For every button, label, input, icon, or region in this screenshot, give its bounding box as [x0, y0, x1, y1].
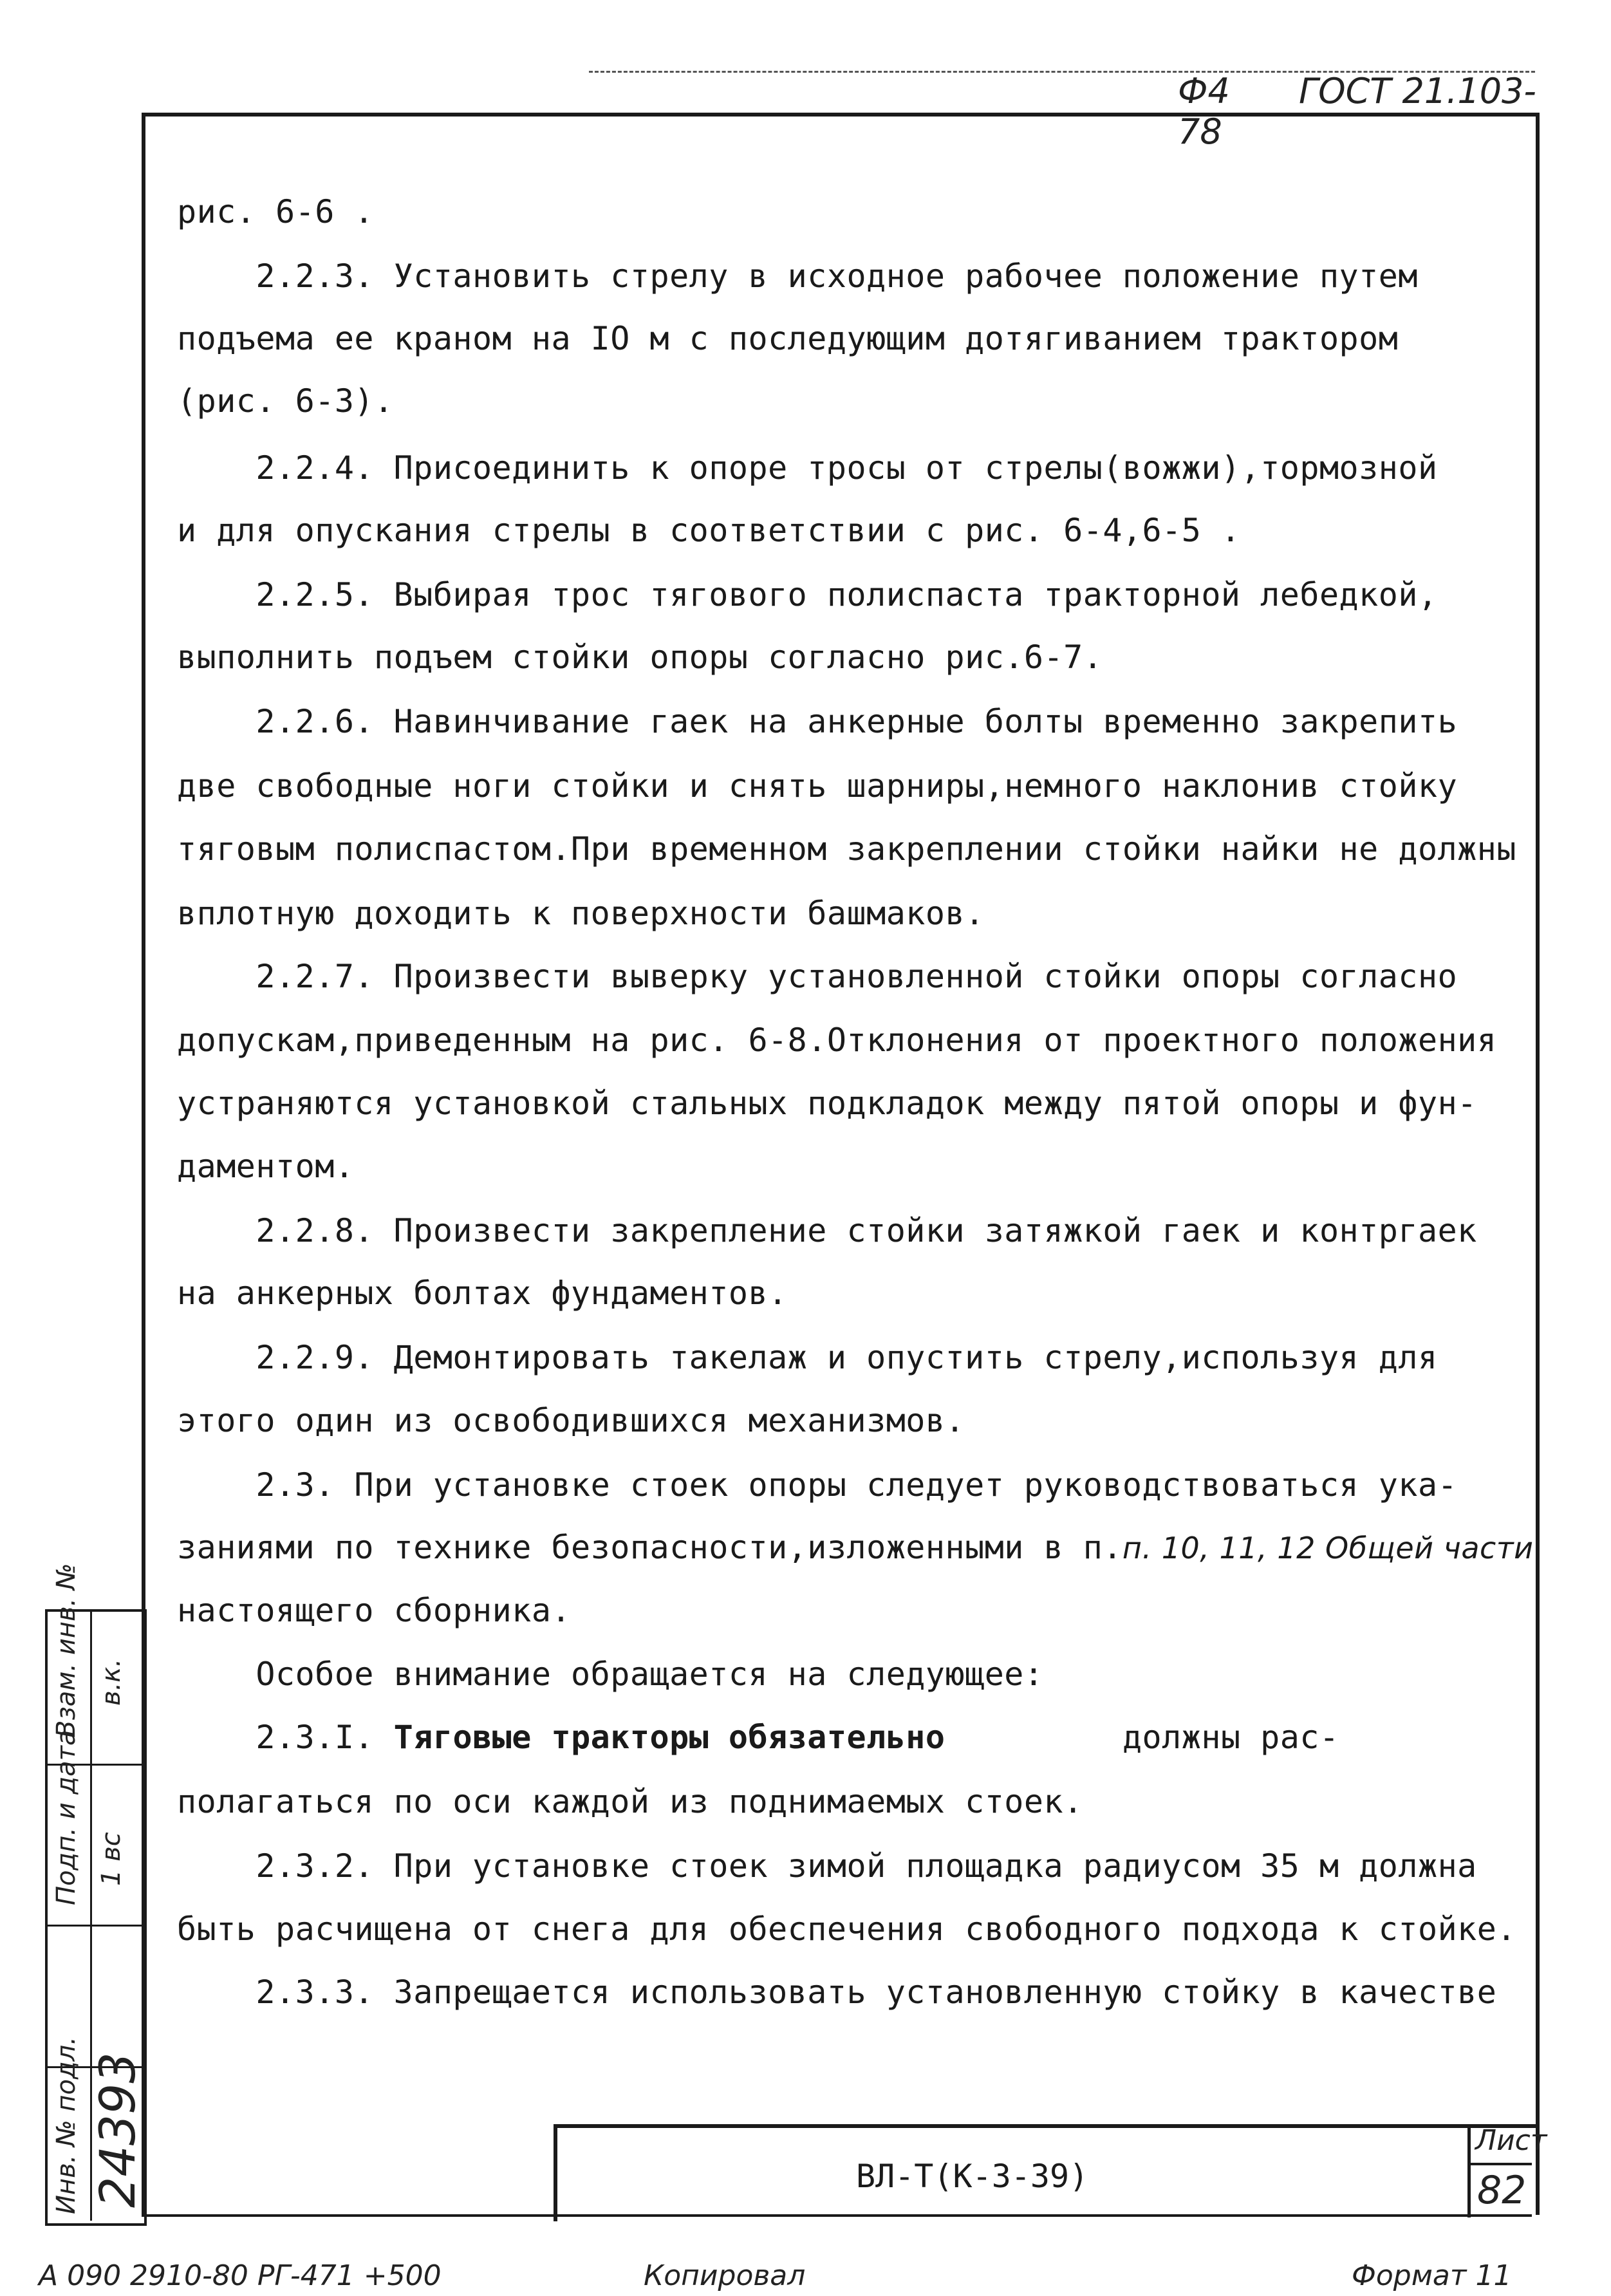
handwritten-reference: п. 10, 11, 12 Общей части — [1122, 1531, 1534, 1565]
footer-code: А 090 2910-80 РГ-471 +500 — [39, 2259, 442, 2292]
body-line-with-reference — [177, 1529, 1534, 1566]
footer-format: Формат 11 — [1352, 2259, 1512, 2292]
body-line: настоящего сборника. — [177, 1592, 572, 1629]
sheet-label: Лист — [1475, 2124, 1547, 2157]
body-line: допускам,приведенным на рис. 6-8.Отклонения от проектного положения — [177, 1022, 1497, 1059]
body-line-text: заниями по технике безопасности,изложенными в п. — [177, 1529, 1122, 1566]
body-line: и для опускания стрелы в соответствии с рис. 6-4,6-5 . — [177, 512, 1241, 549]
stamp-inv-label: Инв. № подл. — [51, 2037, 81, 2214]
body-line-tail: должны рас- — [1122, 1719, 1339, 1756]
body-line: выполнить подъем стойки опоры согласно рис.6-7. — [177, 639, 1103, 676]
sheet-number: 82 — [1477, 2168, 1527, 2213]
body-line: 2.3. При установке стоек опоры следует руководствоваться ука- — [177, 1466, 1458, 1504]
body-line: рис. 6-6 . — [177, 193, 375, 230]
body-line: на анкерных болтах фундаментов. — [177, 1274, 788, 1312]
body-line: 2.3.3. Запрещается использовать установленную стойку в качестве — [177, 1974, 1497, 2011]
body-line: 2.2.3. Установить стрелу в исходное рабочее положение путем — [177, 257, 1418, 295]
body-line: 2.2.4. Присоединить к опоре тросы от стрелы(вожжи),тормозной — [177, 449, 1438, 487]
body-line: 2.2.6. Навинчивание гаек на анкерные болты временно закрепить — [177, 703, 1458, 740]
body-line: этого один из освободившихся механизмов. — [177, 1402, 965, 1439]
body-line-tractors — [177, 1719, 1339, 1756]
document-code: ВЛ-Т(К-3-39) — [856, 2158, 1089, 2195]
body-line: две свободные ноги стойки и снять шарниры,немного наклонив стойку — [177, 767, 1458, 805]
bold-phrase: Тяговые тракторы обязательно — [393, 1719, 945, 1756]
footer-copied: Копировал — [644, 2259, 806, 2292]
body-line: полагаться по оси каждой из поднимаемых стоек. — [177, 1783, 1083, 1820]
body-line-text: 2.3.I. — [177, 1719, 394, 1756]
body-line: тяговым полиспастом.При временном закреплении стойки найки не должны — [177, 830, 1516, 868]
stamp-replace-label: Взам. инв. № — [51, 1563, 81, 1738]
stamp-sign-value: 1 вс — [97, 1832, 126, 1886]
body-line: 2.2.7. Произвести выверку установленной стойки опоры согласно — [177, 958, 1458, 995]
body-line: 2.2.5. Выбирая трос тягового полиспаста тракторной лебедкой, — [177, 576, 1438, 613]
body-line: 2.2.9. Демонтировать такелаж и опустить стрелу,используя для — [177, 1339, 1438, 1376]
body-line: вплотную доходить к поверхности башмаков. — [177, 895, 985, 932]
body-line: 2.2.8. Произвести закрепление стойки затяжкой гаек и контргаек — [177, 1212, 1477, 1249]
form-code: Ф4 — [1178, 71, 1230, 111]
stamp-inv-number: 24393 — [89, 2052, 146, 2208]
body-line: устраняются установкой стальных подкладок между пятой опоры и фун- — [177, 1085, 1477, 1122]
body-line: (рис. 6-3). — [177, 382, 394, 420]
body-line: Особое внимание обращается на следующее: — [177, 1656, 1044, 1693]
sheet-divider — [1467, 2163, 1532, 2165]
bottom-rule — [142, 2214, 1532, 2217]
body-line: даментом. — [177, 1148, 355, 1185]
stamp-row-divider — [45, 1925, 142, 1927]
standard-code: ГОСТ 21.103-78 — [1178, 71, 1536, 152]
body-line: подъема ее краном на IO м с последующим дотягиванием трактором — [177, 320, 1399, 357]
stamp-replace-value: в.к. — [97, 1658, 126, 1706]
body-line-gap — [945, 1719, 1122, 1756]
body-line: быть расчищена от снега для обеспечения свободного подхода к стойке. — [177, 1910, 1516, 1948]
stamp-sign-label: Подп. и дата — [51, 1730, 81, 1905]
body-line: 2.3.2. При установке стоек зимой площадка радиусом 35 м должна — [177, 1847, 1477, 1885]
